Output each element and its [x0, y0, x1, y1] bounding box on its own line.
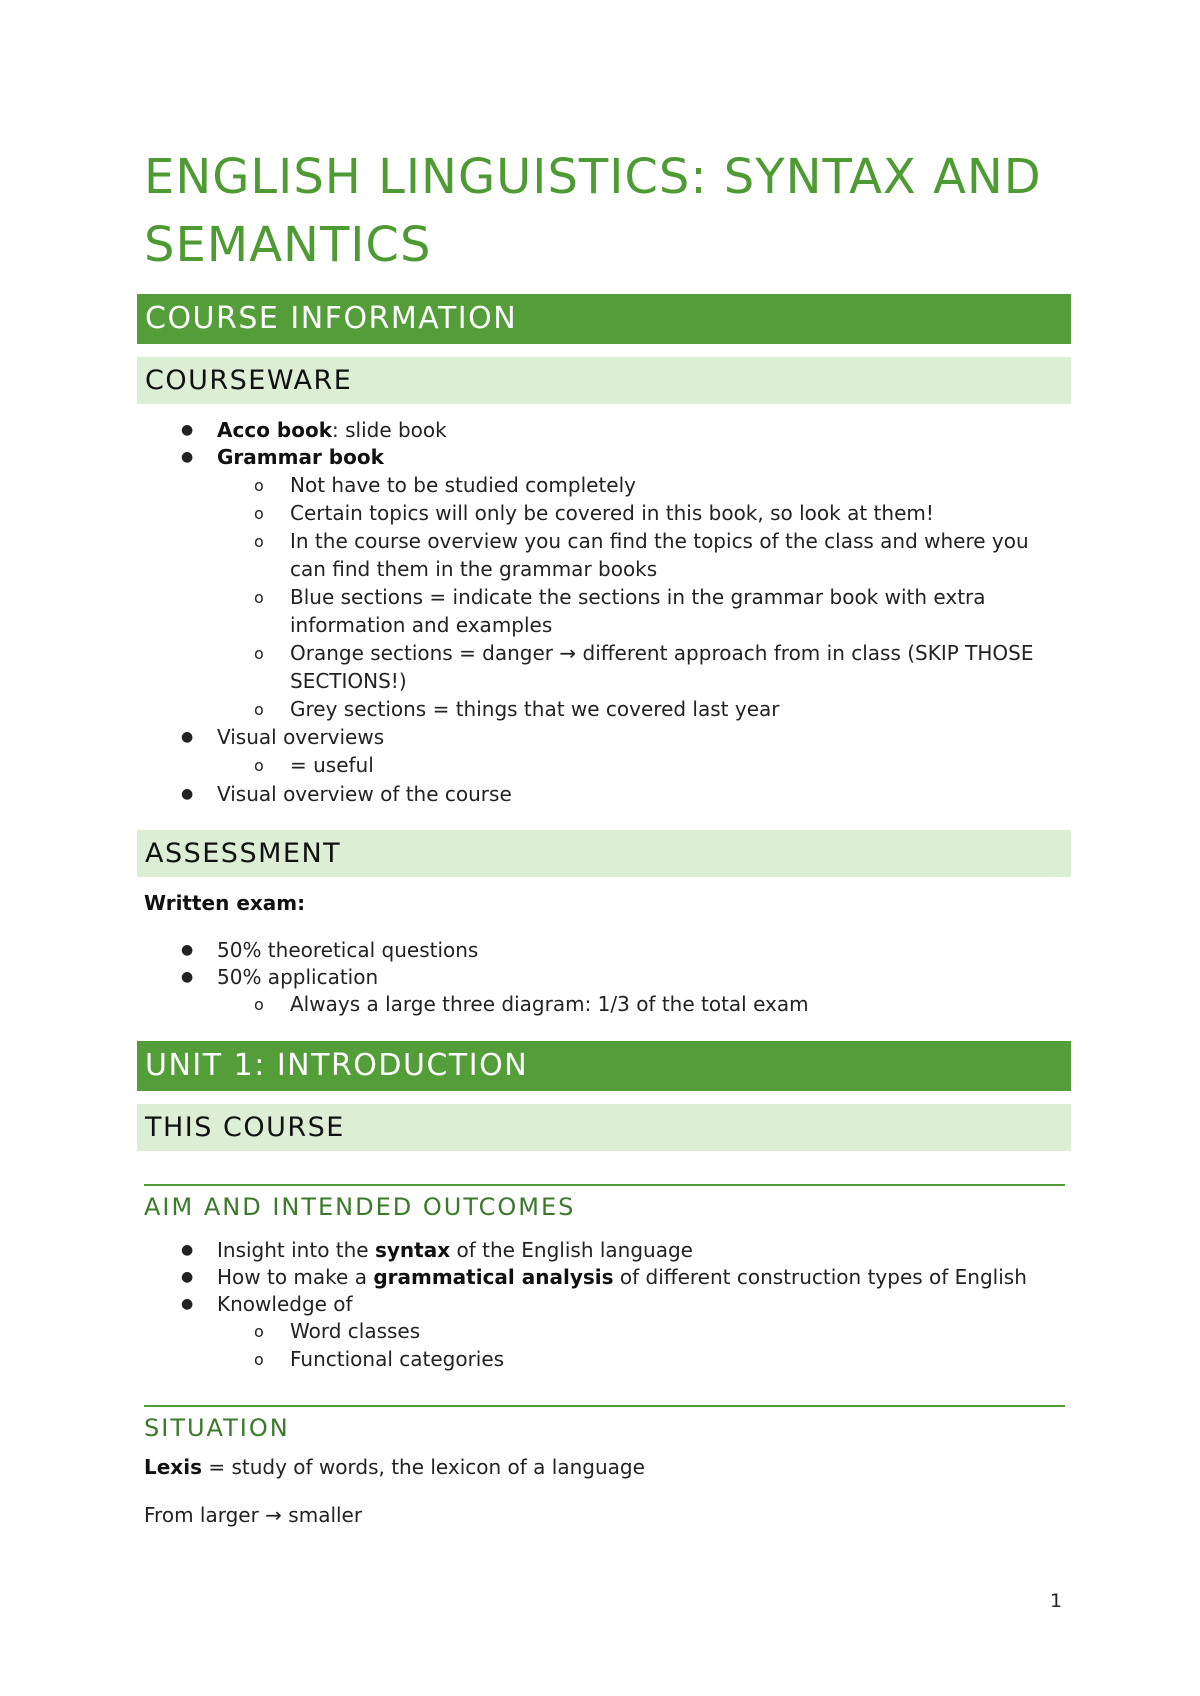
heading-unit-1: UNIT 1: INTRODUCTION	[137, 1041, 1071, 1091]
bullet: ●	[181, 1242, 194, 1258]
sub-list-item-continued: SECTIONS!)	[290, 669, 407, 693]
sub-list-item: Word classes	[290, 1319, 421, 1343]
list-item: Visual overview of the course	[217, 782, 512, 806]
sub-list-item: Certain topics will only be covered in this book, so look at them!	[290, 501, 934, 525]
sub-list-item: Always a large three diagram: 1/3 of the total exam	[290, 992, 809, 1016]
heading-this-course: THIS COURSE	[137, 1104, 1071, 1151]
list-item: Visual overviews	[217, 725, 385, 749]
heading-courseware: COURSEWARE	[137, 357, 1071, 404]
heading-assessment: ASSESSMENT	[137, 830, 1071, 877]
heading-aim-outcomes: AIM AND INTENDED OUTCOMES	[144, 1184, 1065, 1222]
sub-bullet: o	[254, 644, 264, 663]
sub-list-item: In the course overview you can find the topics of the class and where you	[290, 529, 1029, 553]
list-item: 50% application	[217, 965, 379, 989]
sub-list-item: Functional categories	[290, 1347, 505, 1371]
bullet: ●	[181, 729, 194, 745]
sub-bullet: o	[254, 532, 264, 551]
bullet: ●	[181, 449, 194, 465]
sub-bullet: o	[254, 756, 264, 775]
bullet: ●	[181, 942, 194, 958]
list-item: Insight into the syntax of the English language	[217, 1238, 693, 1262]
sub-bullet: o	[254, 1350, 264, 1369]
bullet: ●	[181, 969, 194, 985]
from-larger-smaller: From larger → smaller	[144, 1503, 363, 1527]
heading-situation: SITUATION	[144, 1405, 1065, 1443]
page-number: 1	[1050, 1590, 1063, 1612]
sub-list-item: = useful	[290, 753, 374, 777]
sub-list-item: Grey sections = things that we covered last year	[290, 697, 780, 721]
sub-bullet: o	[254, 504, 264, 523]
bullet: ●	[181, 1296, 194, 1312]
sub-list-item-continued: can find them in the grammar books	[290, 557, 658, 581]
sub-list-item: Not have to be studied completely	[290, 473, 636, 497]
sub-bullet: o	[254, 995, 264, 1014]
list-item: 50% theoretical questions	[217, 938, 479, 962]
document-title: ENGLISH LINGUISTICS: SYNTAX AND SEMANTICS	[144, 149, 1042, 273]
sub-list-item-continued: information and examples	[290, 613, 553, 637]
bullet: ●	[181, 1269, 194, 1285]
sub-bullet: o	[254, 700, 264, 719]
list-item: Knowledge of	[217, 1292, 353, 1316]
sub-bullet: o	[254, 1322, 264, 1341]
sub-bullet: o	[254, 476, 264, 495]
list-item: Acco book: slide book	[217, 418, 447, 442]
list-item: Grammar book	[217, 445, 384, 469]
bullet: ●	[181, 786, 194, 802]
list-item: How to make a grammatical analysis of different construction types of English	[217, 1265, 1027, 1289]
sub-list-item: Blue sections = indicate the sections in the grammar book with extra	[290, 585, 986, 609]
sub-list-item: Orange sections = danger → different approach from in class (SKIP THOSE	[290, 641, 1034, 665]
bullet: ●	[181, 422, 194, 438]
sub-bullet: o	[254, 588, 264, 607]
heading-course-information: COURSE INFORMATION	[137, 294, 1071, 344]
written-exam-label: Written exam:	[144, 891, 306, 915]
lexis-definition: Lexis = study of words, the lexicon of a language	[144, 1455, 645, 1479]
